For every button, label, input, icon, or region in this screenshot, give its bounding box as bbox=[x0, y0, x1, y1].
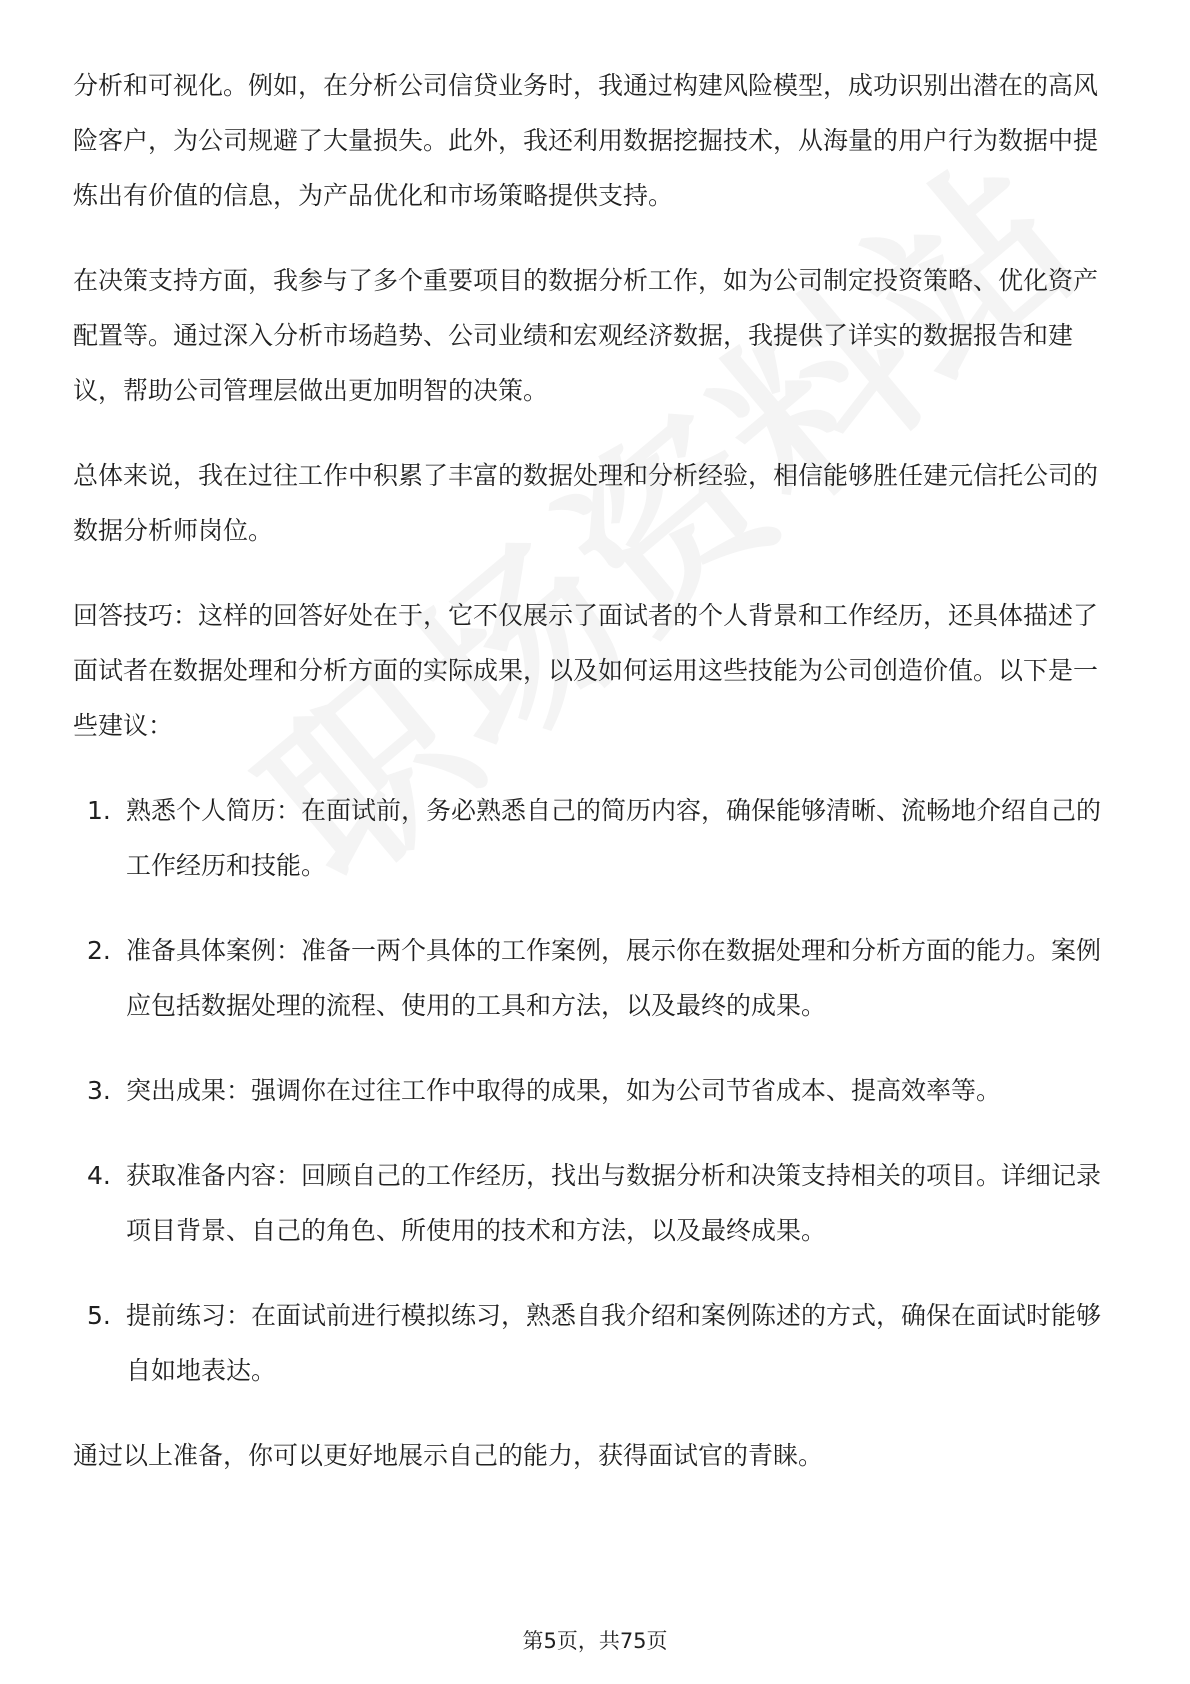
paragraph-answer-tips: 回答技巧：这样的回答好处在于，它不仅展示了面试者的个人背景和工作经历，还具体描述了面试者在数据处理和分析方面的实际成果，以及如何运用这些技能为公司创造价值。以下是一些建议： bbox=[73, 601, 1099, 740]
list-item-number: 5. bbox=[87, 1301, 111, 1330]
list-item-text: 提前练习：在面试前进行模拟练习，熟悉自我介绍和案例陈述的方式，确保在面试时能够自如地表达。 bbox=[126, 1301, 1102, 1385]
list-item-text: 获取准备内容：回顾自己的工作经历，找出与数据分析和决策支持相关的项目。详细记录项目背景、自己的角色、所使用的技术和方法，以及最终成果。 bbox=[126, 1161, 1102, 1245]
list-item bbox=[73, 783, 1117, 893]
list-item-number: 2. bbox=[87, 936, 111, 965]
list-item bbox=[73, 1063, 1117, 1118]
list-item bbox=[73, 923, 1117, 1033]
suggestion-list bbox=[73, 783, 1117, 1398]
paragraph-closing: 通过以上准备，你可以更好地展示自己的能力，获得面试官的青睐。 bbox=[73, 1441, 824, 1470]
list-item-text: 熟悉个人简历：在面试前，务必熟悉自己的简历内容，确保能够清晰、流畅地介绍自己的工作经历和技能。 bbox=[126, 796, 1102, 880]
list-item-number: 1. bbox=[87, 796, 111, 825]
list-item-number: 3. bbox=[87, 1076, 111, 1105]
paragraph-decision-support: 在决策支持方面，我参与了多个重要项目的数据分析工作，如为公司制定投资策略、优化资产配置等。通过深入分析市场趋势、公司业绩和宏观经济数据，我提供了详实的数据报告和建议，帮助公司管理层做出更加明智的决策。 bbox=[73, 266, 1099, 405]
list-item bbox=[73, 1288, 1117, 1398]
page-content bbox=[73, 58, 1117, 1513]
list-item-number: 4. bbox=[87, 1161, 111, 1190]
list-item-text: 准备具体案例：准备一两个具体的工作案例，展示你在数据处理和分析方面的能力。案例应包括数据处理的流程、使用的工具和方法，以及最终的成果。 bbox=[126, 936, 1102, 1020]
page-number: 第5页，共75页 bbox=[522, 1629, 668, 1653]
list-item-text: 突出成果：强调你在过往工作中取得的成果，如为公司节省成本、提高效率等。 bbox=[126, 1076, 1002, 1105]
list-item bbox=[73, 1148, 1117, 1258]
paragraph-analysis: 分析和可视化。例如，在分析公司信贷业务时，我通过构建风险模型，成功识别出潜在的高风险客户，为公司规避了大量损失。此外，我还利用数据挖掘技术，从海量的用户行为数据中提炼出有价值的信息，为产品优化和市场策略提供支持。 bbox=[73, 71, 1099, 210]
paragraph-summary: 总体来说，我在过往工作中积累了丰富的数据处理和分析经验，相信能够胜任建元信托公司的数据分析师岗位。 bbox=[73, 461, 1099, 545]
